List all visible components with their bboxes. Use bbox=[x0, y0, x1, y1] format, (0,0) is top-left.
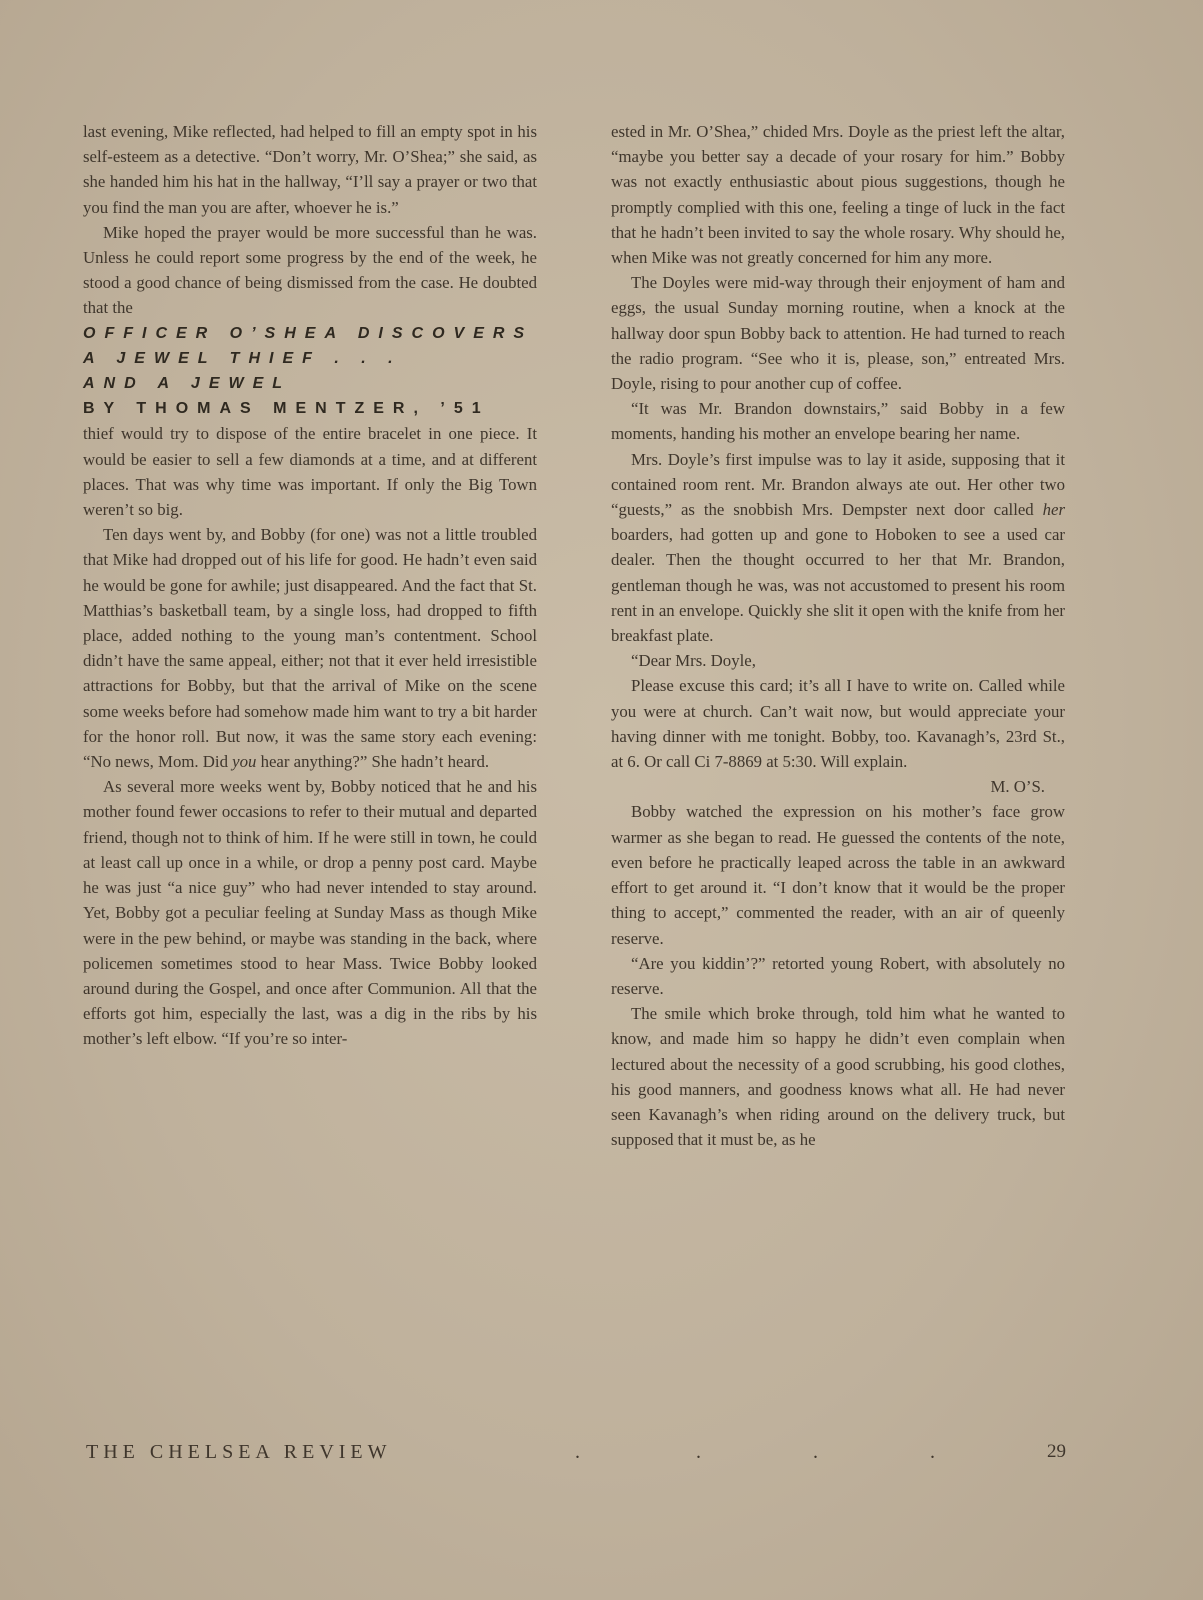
letter-signature: M. O’S. bbox=[990, 777, 1045, 797]
paragraph: thief would try to dispose of the entire bracelet in one piece. It would be easier to sell a few diamonds at a time, and at different places. That was why time was important. If only the Big Town weren’t so big. bbox=[83, 424, 537, 520]
page-footer bbox=[86, 1441, 1066, 1471]
story-title-line-2: A JEWEL THIEF . . . bbox=[83, 349, 402, 367]
footer-dot: . bbox=[696, 1441, 701, 1463]
author-byline: BY THOMAS MENTZER, ’51 bbox=[83, 400, 490, 418]
magazine-title: THE CHELSEA REVIEW bbox=[86, 1441, 392, 1463]
page-number: 29 bbox=[1047, 1441, 1066, 1462]
footer-dot: . bbox=[813, 1441, 818, 1463]
emphasis: her bbox=[1042, 500, 1065, 520]
paragraph: “It was Mr. Brandon downstairs,” said Bobby in a few moments, handing his mother an envelope bearing her name. bbox=[611, 399, 1065, 444]
paragraph bbox=[611, 447, 1065, 649]
right-column bbox=[611, 119, 1065, 1152]
paragraph-text: hear anything?” She hadn’t heard. bbox=[256, 752, 490, 772]
paragraph: The Doyles were mid-way through their enjoyment of ham and eggs, the usual Sunday morning routine, when a knock at the hallway door spun Bobby back to attention. He had turned to reach the radio program. “See who it is, please, son,” entreated Mrs. Doyle, rising to pour another cup of coffee. bbox=[611, 273, 1065, 394]
footer-dot: . bbox=[930, 1441, 935, 1463]
paragraph-text: Mrs. Doyle’s first impulse was to lay it aside, supposing that it contained room rent. Mr. Brandon always ate out. Her other two “guests,” as the snobbish Mrs. Dempster next door called bbox=[611, 449, 1065, 520]
footer-dot: . bbox=[575, 1441, 580, 1463]
paragraph bbox=[83, 522, 537, 774]
paragraph: last evening, Mike reflected, had helped to fill an empty spot in his self-esteem as a detective. “Don’t worry, Mr. O’Shea;” she said, as she handed him his hat in the hallway, “I’ll say a prayer or two that you find the man you are after, whoever he is.” bbox=[83, 122, 537, 217]
paragraph: Bobby watched the expression on his mother’s face grow warmer as she began to read. He guessed the contents of the note, even before he practically leaped across the table in an awkward effort to get around it. “I don’t know that it would be the proper thing to accept,” commented the reader, with an air of queenly reserve. bbox=[611, 802, 1065, 948]
paragraph: ested in Mr. O’Shea,” chided Mrs. Doyle as the priest left the altar, “maybe you better say a decade of your rosary for him.” Bobby was not exactly enthusiastic about pious suggestions, though he promptly complied with this one, feeling a tinge of luck in the fact that he hadn’t been invited to say the whole rosary. Why should he, when Mike was not greatly concerned for him any more. bbox=[611, 122, 1065, 268]
letter-body: Please excuse this card; it’s all I have to write on. Called while you were at church. Can’t wait now, but would appreciate your having dinner with me tonight. Bobby, too. Kavanagh’s, 23rd St., at 6. Or call Ci 7-8869 at 5:30. Will explain. bbox=[611, 676, 1065, 772]
emphasis: you bbox=[232, 752, 257, 772]
left-column bbox=[83, 119, 537, 1052]
story-title-line-3: AND A JEWEL bbox=[83, 375, 292, 393]
paragraph: “Are you kiddin’?” retorted young Robert, with absolutely no reserve. bbox=[611, 953, 1065, 998]
letter-salutation: “Dear Mrs. Doyle, bbox=[631, 651, 756, 671]
paragraph: The smile which broke through, told him what he wanted to know, and made him so happy he didn’t even complain when lectured about the necessity of a good scrubbing, his good clothes, his good manners, and goodness knows what all. He had never seen Kavanagh’s when riding around on the delivery truck, but supposed that it must be, as he bbox=[611, 1004, 1065, 1150]
paragraph: As several more weeks went by, Bobby noticed that he and his mother found fewer occasions to refer to their mutual and departed friend, though not to think of him. If he were still in town, he could at least call up once in a while, or drop a penny post card. Maybe he was just “a nice guy” who had never intended to stay around. Yet, Bobby got a peculiar feeling at Sunday Mass as though Mike were in the pew behind, or maybe was standing in the back, where policemen sometimes stood to hear Mass. Twice Bobby looked around during the Gospel, and once after Communion. All that the efforts got him, especially the last, was a dig in the ribs by his mother’s left elbow. “If you’re so inter- bbox=[83, 777, 537, 1049]
paragraph-text: boarders, had gotten up and gone to Hoboken to see a used car dealer. Then the thought occurred to her that Mr. Brandon, gentleman though he was, was not accustomed to present his room rent in an envelope. Quickly she slit it open with the knife from her breakfast plate. bbox=[611, 525, 1065, 646]
story-title-line-1: OFFICER O’SHEA DISCOVERS bbox=[83, 324, 534, 342]
paragraph-text: Ten days went by, and Bobby (for one) was not a little troubled that Mike had dropped out of his life for good. He hadn’t even said he would be gone for awhile; just disappeared. And the fact that St. Matthias’s basketball team, by a single loss, had dropped to fifth place, added nothing to the young man’s contentment. School didn’t have the same appeal, either; not that it ever held irresistible attractions for Bobby, but that the arrival of Mike on the scene some weeks before had somehow made him want to try a bit harder for the honor roll. But now, it was the same story each evening: “No news, Mom. Did bbox=[83, 525, 537, 772]
paragraph: Mike hoped the prayer would be more successful than he was. Unless he could report some progress by the end of the week, he stood a good chance of being dismissed from the case. He doubted that the bbox=[83, 222, 537, 318]
